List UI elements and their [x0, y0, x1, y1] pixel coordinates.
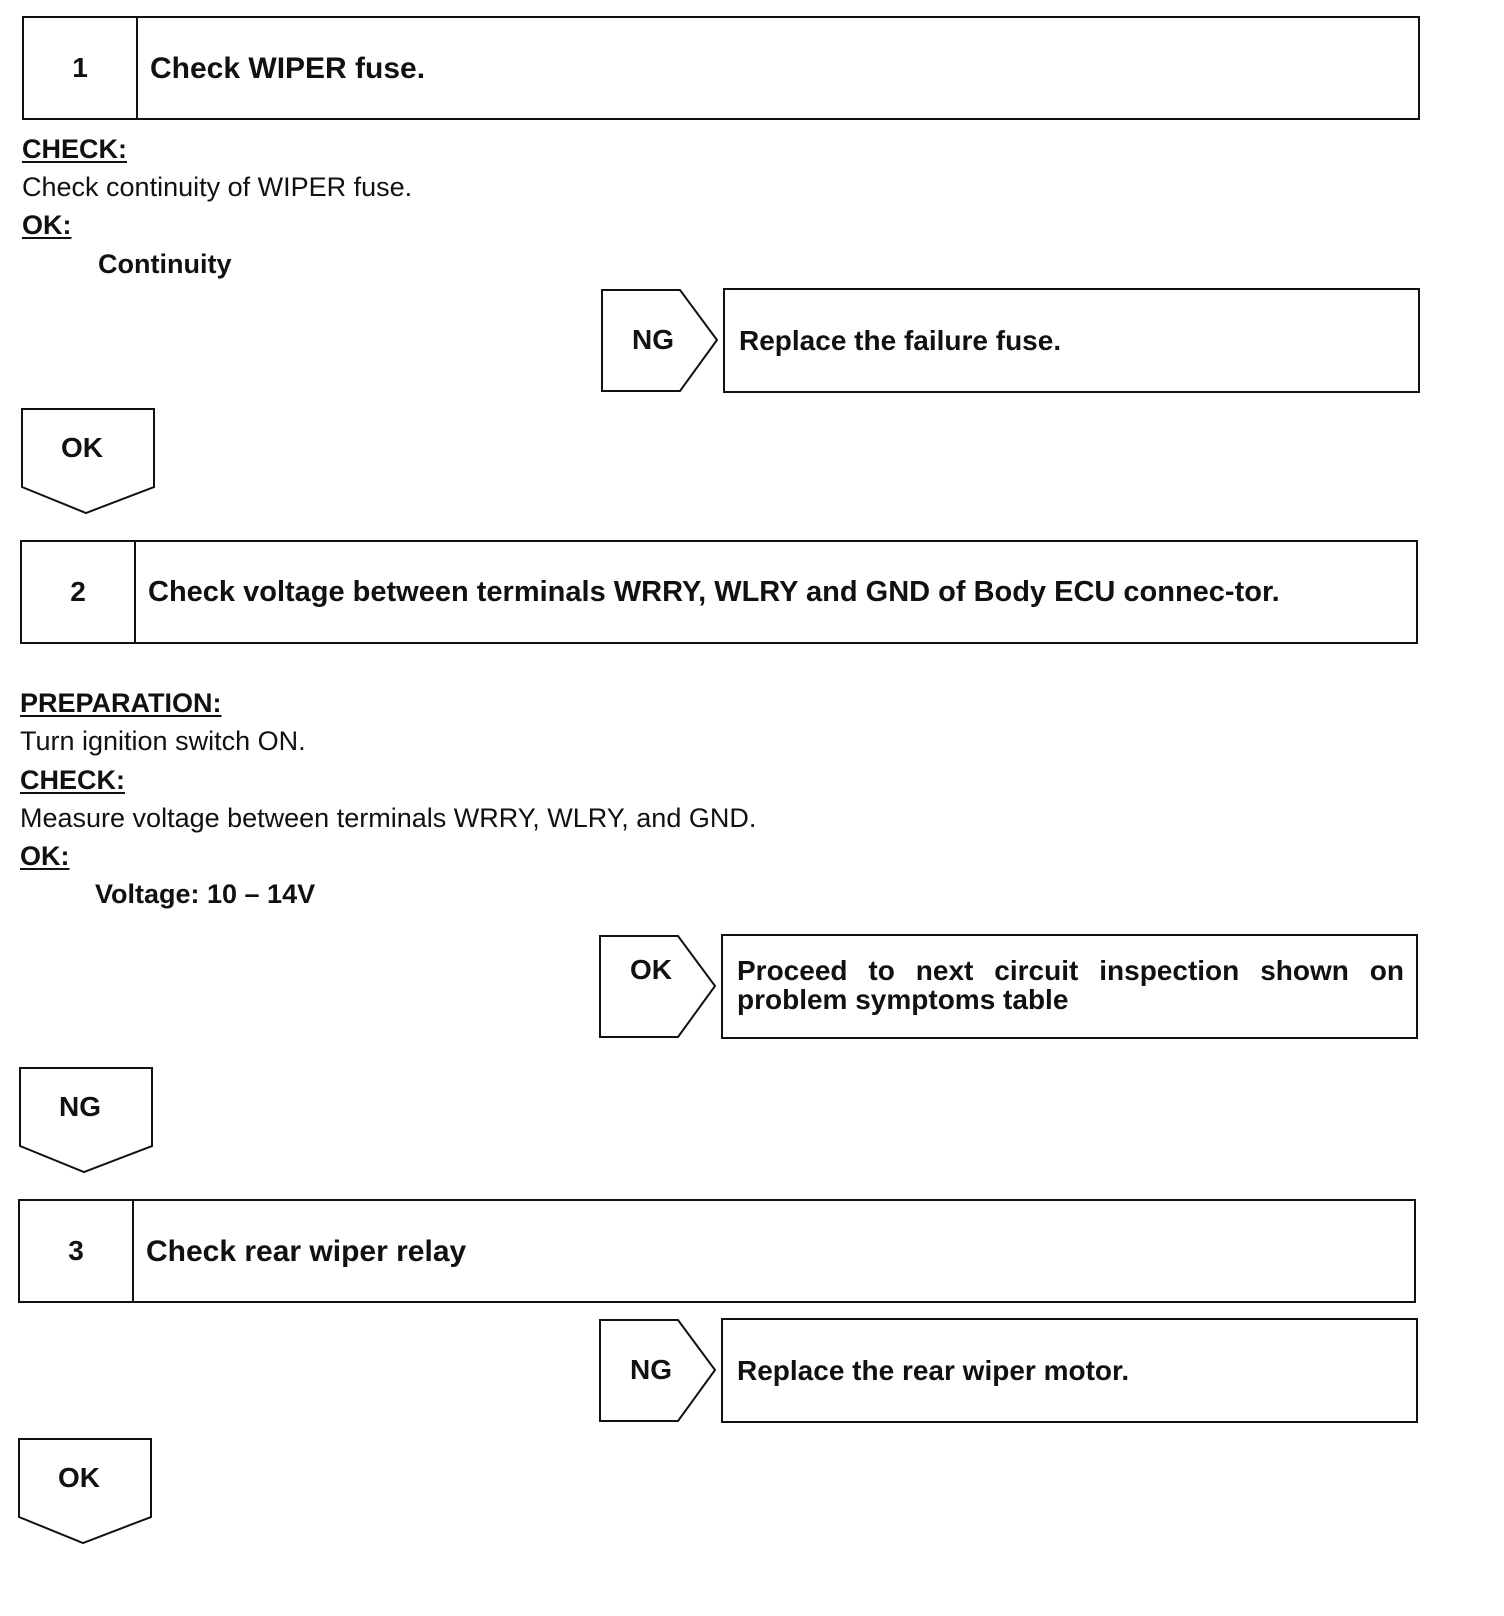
step-2-ok-label: OK:	[20, 841, 70, 871]
step-3-title: Check rear wiper relay	[146, 1234, 467, 1268]
step-1-ok-label-arrow: OK	[61, 432, 103, 463]
step-2-header	[20, 540, 1418, 644]
step-1-ng-label: NG	[632, 324, 674, 355]
step-2-ok-result	[721, 934, 1418, 1039]
step-1-check-text: Check continuity of WIPER fuse.	[22, 172, 413, 202]
right-arrow-icon	[598, 934, 718, 1039]
step-2-preparation-label: PREPARATION:	[20, 688, 222, 718]
step-1-ng-result: Replace the failure fuse.	[723, 288, 1420, 393]
step-2-ok-result-text: Proceed to next circuit inspection shown on problem symptoms table	[737, 955, 1404, 1015]
step-2-title-text: Check voltage between terminals WRRY, WLRY and GND of Body ECU connec-tor.	[148, 575, 1280, 608]
step-2-ng-arrow	[18, 1066, 154, 1174]
step-3-ng-result: Replace the rear wiper motor.	[721, 1318, 1418, 1423]
step-1-ok-label: OK:	[22, 210, 72, 240]
step-2-check-text: Measure voltage between terminals WRRY, WLRY, and GND.	[20, 803, 757, 833]
step-1-number: 1	[24, 18, 138, 118]
step-1-title: Check WIPER fuse.	[150, 51, 426, 85]
step-3-header	[18, 1199, 1416, 1303]
step-2-ok-side-arrow	[598, 934, 718, 1039]
step-3-ng-label: NG	[630, 1354, 672, 1385]
step-1-ok-arrow	[20, 407, 156, 515]
step-3-number: 3	[20, 1201, 134, 1301]
step-2-ok-value: Voltage: 10 – 14V	[95, 879, 316, 909]
step-2-check-label: CHECK:	[20, 765, 125, 795]
step-3-ng-arrow	[598, 1318, 718, 1423]
step-3-ok-label-arrow: OK	[58, 1462, 100, 1493]
step-1-header	[22, 16, 1420, 120]
step-3-ok-arrow	[17, 1437, 153, 1545]
step-2-ok-side-label: OK	[630, 954, 672, 985]
step-1-ok-value: Continuity	[98, 249, 232, 279]
step-1-check-label: CHECK:	[22, 134, 127, 164]
step-1-ng-arrow	[600, 288, 720, 393]
step-2-preparation-text: Turn ignition switch ON.	[20, 726, 306, 756]
step-2-ng-label-arrow: NG	[59, 1091, 101, 1122]
step-2-title	[136, 542, 1416, 642]
step-2-number: 2	[22, 542, 136, 642]
